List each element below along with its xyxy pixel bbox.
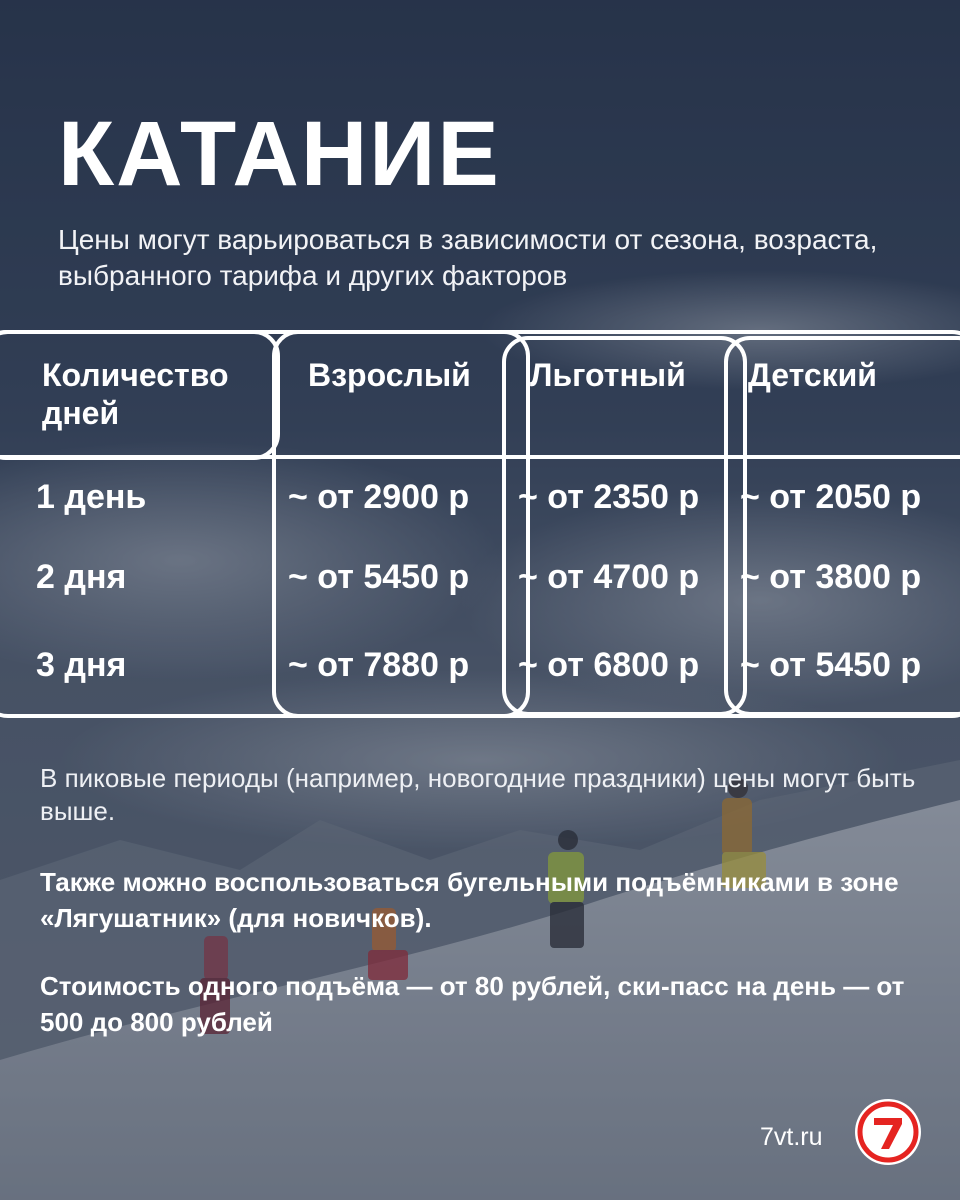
header-preferential: Льготный bbox=[530, 357, 686, 393]
price-table bbox=[0, 330, 960, 720]
row-3-child-price: ~ от 5450 р bbox=[740, 646, 922, 684]
page-title: КАТАНИЕ bbox=[58, 103, 501, 205]
row-1-adult-price: ~ от 2900 р bbox=[288, 478, 470, 516]
row-2-child-price: ~ от 3800 р bbox=[740, 558, 922, 596]
row-2-preferential-price: ~ от 4700 р bbox=[518, 558, 700, 596]
row-3-preferential-price: ~ от 6800 р bbox=[518, 646, 700, 684]
row-1-days: 1 день bbox=[36, 478, 147, 516]
row-2-days: 2 дня bbox=[36, 558, 127, 596]
header-child: Детский bbox=[748, 357, 877, 393]
header-adult: Взрослый bbox=[308, 357, 471, 393]
drag-lift-info: Также можно воспользоваться бугельными подъёмниками в зоне «Лягушатник» (для новичков). bbox=[40, 867, 899, 933]
header-days: Количество дней bbox=[42, 357, 229, 431]
row-1-preferential-price: ~ от 2350 р bbox=[518, 478, 700, 516]
row-2-adult-price: ~ от 5450 р bbox=[288, 558, 470, 596]
header-divider bbox=[0, 455, 960, 459]
row-3-days: 3 дня bbox=[36, 646, 127, 684]
row-3-adult-price: ~ от 7880 р bbox=[288, 646, 470, 684]
row-1-child-price: ~ от 2050 р bbox=[740, 478, 922, 516]
peak-period-note: В пиковые периоды (например, новогодние праздники) цены могут быть выше. bbox=[40, 763, 916, 826]
seven-circle-logo-icon bbox=[855, 1099, 921, 1165]
subtitle: Цены могут варьироваться в зависимости от сезона, возраста, выбранного тарифа и других факторов bbox=[58, 224, 878, 291]
site-link[interactable]: 7vt.ru bbox=[760, 1123, 823, 1151]
lift-price-info: Стоимость одного подъёма — от 80 рублей, ски-пасс на день — от 500 до 800 рублей bbox=[40, 971, 905, 1037]
